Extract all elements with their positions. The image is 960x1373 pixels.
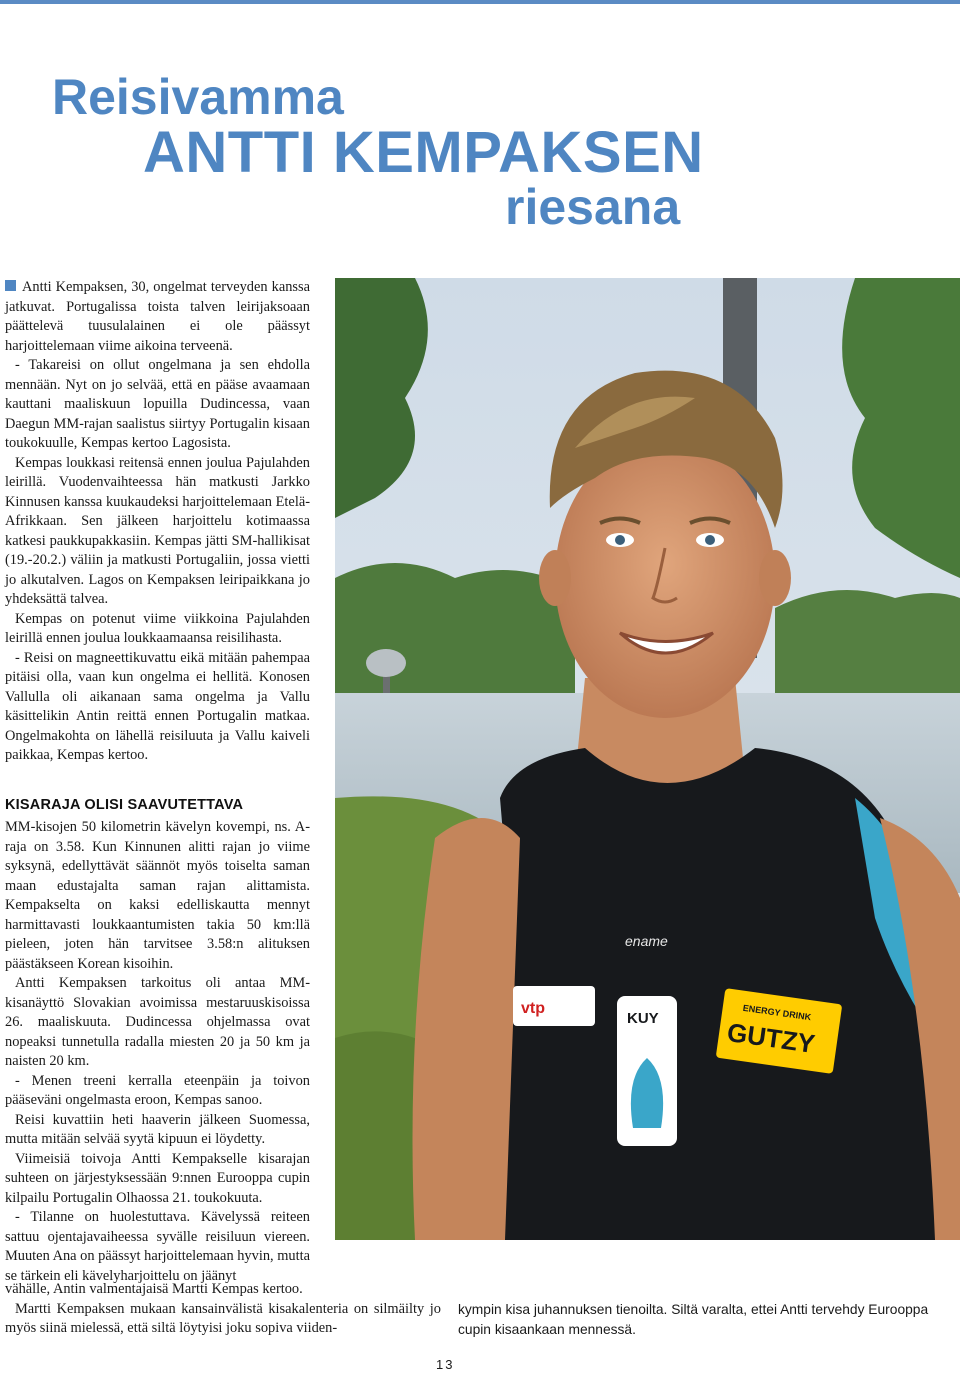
section-paragraph: - Tilanne on huolestuttava. Kävelyssä reiteen sattuu ojentajavaiheessa syvälle reisiluun viereen. Muuten Ana on päässyt harjoittelemaan hyvin, mutta se tärkein eli kävelyharjoittelu on jäänyt (5, 1209, 310, 1284)
gutzy-logo-text: GUTZY (725, 1016, 817, 1059)
intro-paragraph: Antti Kempaksen, 30, ongelmat terveyden kanssa jatkuvat. Portugalissa toista talven leirijaksoaan päättelevä tuusulalainen ei ole päässyt harjoittelemaan viime aikoina terveenä. (5, 279, 310, 354)
headline-line-2: ANTTI KEMPAKSEN (143, 120, 704, 185)
article-section-column (5, 796, 310, 1286)
square-bullet-icon (5, 280, 16, 291)
athlete-photo (335, 278, 960, 1240)
headline-line-3: riesana (505, 179, 681, 235)
section-paragraph: MM-kisojen 50 kilometrin kävelyn kovempi, ns. A-raja on 3.58. Kun Kinnunen alitti rajan jo viime syksynä, edellyttävät säännöt myös toiselta saman maan edustajalta saman rajan alittamista. Kempakselta on kaksi edelliskautta mennyt harmittavasti loukkaantumisten takia 50 km:llä pieleen, joten hän tarvitsee 3.58:n alituksen päästäkseen Korean kisoihin. (5, 819, 310, 972)
top-rule (0, 0, 960, 4)
headline-line-1: Reisivamma (52, 69, 344, 125)
section-paragraph: Antti Kempaksen tarkoitus oli antaa MM-kisanäyttö Slovakian avoimissa mestaruuskisoissa 26. maaliskuuta. Dudincessa ohjelmassa ovat nopeaksi tunnetulla radalla miesten 20 ja 50 km ja naisten 20 km. (5, 975, 310, 1069)
article-wide-text (5, 1280, 441, 1339)
intro-paragraph: Kempas on potenut viime viikkoina Pajulahden leirillä ennen joulua loukkaamaansa reisilihasta. (5, 610, 310, 646)
article-intro-column (5, 278, 310, 766)
energy-drink-text: ENERGY DRINK (742, 1002, 812, 1023)
section-paragraph: Reisi kuvattiin heti haaverin jälkeen Suomessa, mutta mitään selvää syytä kipuun ei löydetty. (5, 1111, 310, 1147)
vest-brand-text: ename (625, 933, 668, 949)
wide-line: vähälle, Antin valmentajaisä Martti Kempas kertoo. (5, 1281, 303, 1297)
section-paragraph: Viimeisiä toivoja Antti Kempakselle kisarajan suhteen on järjestyksessään 9:nnen Eurooppa cupin kilpailu Portugalin Olhaossa 21. toukokuuta. (5, 1150, 310, 1206)
vtp-logo-text: vtp (521, 1000, 545, 1017)
section-paragraph: - Menen treeni kerralla eteenpäin ja toivon pääseväni ongelmasta eroon, Kempas sanoo. (5, 1072, 310, 1108)
intro-paragraph: - Reisi on magneettikuvattu eikä mitään pahempaa pitäisi olla, vaan kun ongelma ei hellitä. Konosen Vallulla oli aikanaan sama ongelma ja Vallu käsittelikin Antin reittä ennen Portugalin matkaa. Ongelmakohta on lähellä reisiluuta ja Vallu kaiveli paikkaa, Kempas kertoo. (5, 649, 310, 763)
intro-paragraph: - Takareisi on ollut ongelmana ja sen ehdolla mennään. Nyt on jo selvää, että en pääse avaamaan kauttani maaliskuun lopuilla Dudincessa, vaan Daegun MM-rajan saalistus siirtyy Portugalin kisaan toukokuulle, Kempas kertoo Lagosista. (5, 357, 310, 451)
right-paragraph: kympin kisa juhannuksen tienoilta. Siltä varalta, ettei Antti tervehdy Eurooppa cupin kisaankaan mennessä. (458, 1302, 929, 1337)
article-right-text (458, 1300, 938, 1339)
wide-paragraph: Martti Kempaksen mukaan kansainvälistä kisakalenteria on silmäilty jo myös siinä mielessä, että siltä löytyisi joku sopiva viiden- (5, 1300, 441, 1336)
page-number: 13 (436, 1357, 455, 1372)
kuy-logo-text: KUY (627, 1010, 659, 1027)
intro-paragraph: Kempas loukkasi reitensä ennen joulua Pajulahden leirillä. Vuodenvaihteessa hän matkusti Jarkko Kinnusen kanssa kuukaudeksi harjoittelemaan Etelä-Afrikkaan. Sen jälkeen harjoittelu kotimaassa katkesi paukkupakkasiin. Kempas jätti SM-hallikisat (19.-20.2.) väliin ja matkusti Portugaliin, jossa vietti jo alkutalven. Lagos on Kempaksen leiripaikkana jo yhdeksättä talvea. (5, 454, 310, 607)
section-subheading: KISARAJA OLISI SAAVUTETTAVA (5, 797, 244, 813)
